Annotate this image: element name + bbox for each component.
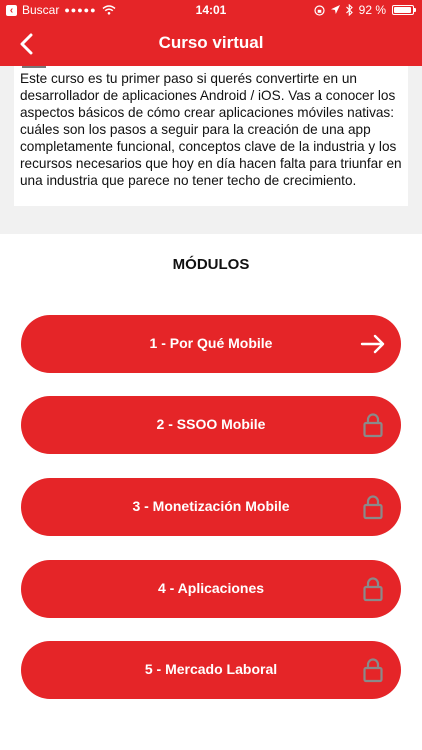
course-description-area (0, 66, 422, 234)
status-time: 14:01 (195, 3, 227, 17)
lock-icon (359, 411, 387, 439)
lock-icon (359, 656, 387, 684)
lock-icon (359, 575, 387, 603)
back-to-app-icon[interactable]: ‹ (6, 5, 17, 16)
module-label: 4 - Aplicaciones (157, 580, 265, 596)
location-icon (331, 5, 340, 15)
module-button-5[interactable] (21, 641, 401, 699)
panel-tab-marker (22, 66, 46, 68)
arrow-right-icon (359, 330, 387, 358)
lock-icon (359, 493, 387, 521)
module-label: 3 - Monetización Mobile (132, 498, 290, 514)
module-label: 2 - SSOO Mobile (156, 416, 266, 432)
page-title: Curso virtual (158, 33, 264, 52)
battery-percent: 92 % (358, 3, 386, 17)
module-button-1[interactable] (21, 315, 401, 373)
module-label: 1 - Por Qué Mobile (149, 335, 273, 351)
status-right (314, 3, 414, 17)
bluetooth-icon (346, 4, 353, 16)
module-label: 5 - Mercado Laboral (144, 661, 278, 677)
module-button-4[interactable] (21, 560, 401, 618)
back-to-app-label[interactable]: Buscar (22, 3, 60, 17)
navigation-bar (0, 22, 422, 66)
battery-icon (392, 5, 414, 15)
modules-title: MÓDULOS (172, 256, 250, 273)
orientation-lock-icon (314, 5, 325, 16)
module-button-3[interactable] (21, 478, 401, 536)
module-button-2[interactable] (21, 396, 401, 454)
status-bar (0, 0, 422, 22)
course-description: Este curso es tu primer paso si querés convertirte en un desarrollador de aplicaciones Android / iOS. Vas a conocer los aspectos básicos de cómo crear aplicaciones móviles nativas: cuáles son los pasos a seguir para la creación de una app completamente funcional, conceptos clave de la industria y los recursos necesarios que hoy en día hacen falta para triunfar en una industria que parece no tener techo de crecimiento. (20, 71, 402, 188)
course-description-panel (14, 66, 408, 206)
signal-icon: ●●●●● (64, 5, 97, 15)
